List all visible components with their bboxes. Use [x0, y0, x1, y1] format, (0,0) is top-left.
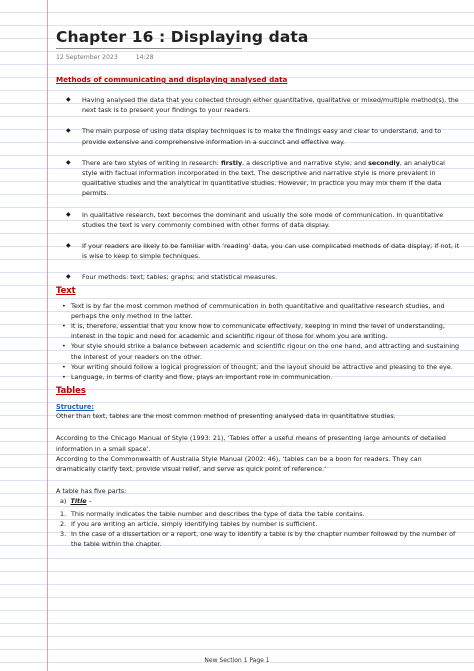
diamond-bullet-icon: ◆	[66, 127, 71, 135]
diamond-bullet-icon: ◆	[66, 242, 71, 250]
title-underline	[56, 48, 242, 49]
page-date: 12 September 2023	[56, 54, 118, 61]
list-item: • It is, therefore, essential that you know how to communicate effectively, keeping in mind the level of understanding, interest in the topic and need for academic and scientific rigour of those for whom you are writing.	[62, 322, 445, 341]
list-item: ◆ Four methods: text; tables; graphs; and statistical measures.	[66, 273, 278, 282]
diamond-bullet-icon: ◆	[66, 210, 71, 218]
section-heading-tables: Tables	[56, 385, 86, 396]
section-heading-methods: Methods of communicating and displaying analysed data	[56, 75, 288, 84]
dot-bullet-icon: •	[62, 342, 66, 351]
list-item: ◆ In qualitative research, text becomes the dominant and usually the sole mode of communication. In quantitative studies the text is very commonly combined with other forms of data display.	[66, 210, 444, 229]
title-numbered-list	[56, 509, 460, 550]
note-page	[56, 27, 460, 550]
part-a-line: a) Title –	[60, 497, 92, 506]
list-item: • Language, in terms of clarity and flow, plays an important role in communication.	[62, 373, 333, 382]
table-parts-intro: A table has five parts:	[56, 487, 127, 496]
list-item: ◆ There are two styles of writing in research: firstly, a descriptive and narrative style; and secondly, an analytical style with factual information incorporated in the text. The descriptive and narrative style is more prevalent in qualitative studies and the analytical in quantitative studies. However, in practice you may mix them if the data permits.	[66, 158, 445, 198]
list-item: 2. If you are writing an article, simply identifying tables by number is sufficient.	[60, 519, 318, 528]
diamond-bullet-icon: ◆	[66, 96, 71, 103]
list-item: ◆ If your readers are likely to be familiar with ‘reading’ data, you can use complicated methods of data display; if not, it is wise to keep to simple techniques.	[66, 242, 460, 261]
page-title: Chapter 16 : Displaying data	[56, 28, 309, 46]
list-item: 1. This normally indicates the table number and describes the type of data the table contains.	[60, 509, 365, 518]
date-line	[56, 54, 460, 61]
australia-quote: According to the Commonwealth of Australia Style Manual (2002: 46), ‘tables can be a boon for readers. They can dramatically clarify text, provide visual relief, and serve as quick point of reference.’	[56, 454, 422, 474]
list-item: ◆ The main purpose of using data display techniques is to make the findings easy and clear to understand, and to provide extensive and comprehensive information in a succinct and effective way.	[66, 127, 442, 146]
part-a-title: Title	[70, 497, 87, 506]
page-footer: New Section 1 Page 1	[204, 657, 270, 664]
chicago-quote: According to the Chicago Manual of Style (1993: 21), ‘Tables offer a useful means of presenting large amounts of detailed information in a small space’.	[56, 434, 446, 453]
structure-subheading: Structure:	[56, 403, 94, 412]
diamond-bullet-icon: ◆	[66, 158, 71, 166]
text-bullet-list	[56, 301, 460, 383]
list-item: • Your writing should follow a logical progression of thought; and the layout should be attractive and pleasing to the eye.	[62, 362, 453, 371]
dot-bullet-icon: •	[62, 301, 66, 310]
list-item: ◆ Having analysed the data that you collected through either quantitative, qualitative or mixed/multiple method(s), the next task is to present your findings to your readers.	[66, 96, 459, 115]
tables-intro: Other than text, tables are the most common method of presenting analysed data in quantitative studies.	[56, 412, 396, 421]
dot-bullet-icon: •	[62, 322, 66, 331]
page-time: 14:28	[135, 54, 154, 61]
diamond-bullet-icon: ◆	[66, 273, 71, 281]
dot-bullet-icon: •	[62, 373, 66, 382]
methods-bullet-list	[56, 95, 460, 283]
list-item: • Text is by far the most common method of communication in both quantitative and qualitative research studies, and perhaps the only method in the latter.	[62, 301, 445, 320]
section-heading-text: Text	[56, 284, 76, 295]
list-item: 3. In the case of a dissertation or a report, one way to identify a table is by the chapter number followed by the number of the table within the chapter.	[60, 530, 456, 549]
dot-bullet-icon: •	[62, 362, 66, 371]
list-item: • Your style should strike a balance between academic and scientific rigour on the one hand, and attracting and sustaining the interest of your readers on the other.	[62, 342, 460, 361]
